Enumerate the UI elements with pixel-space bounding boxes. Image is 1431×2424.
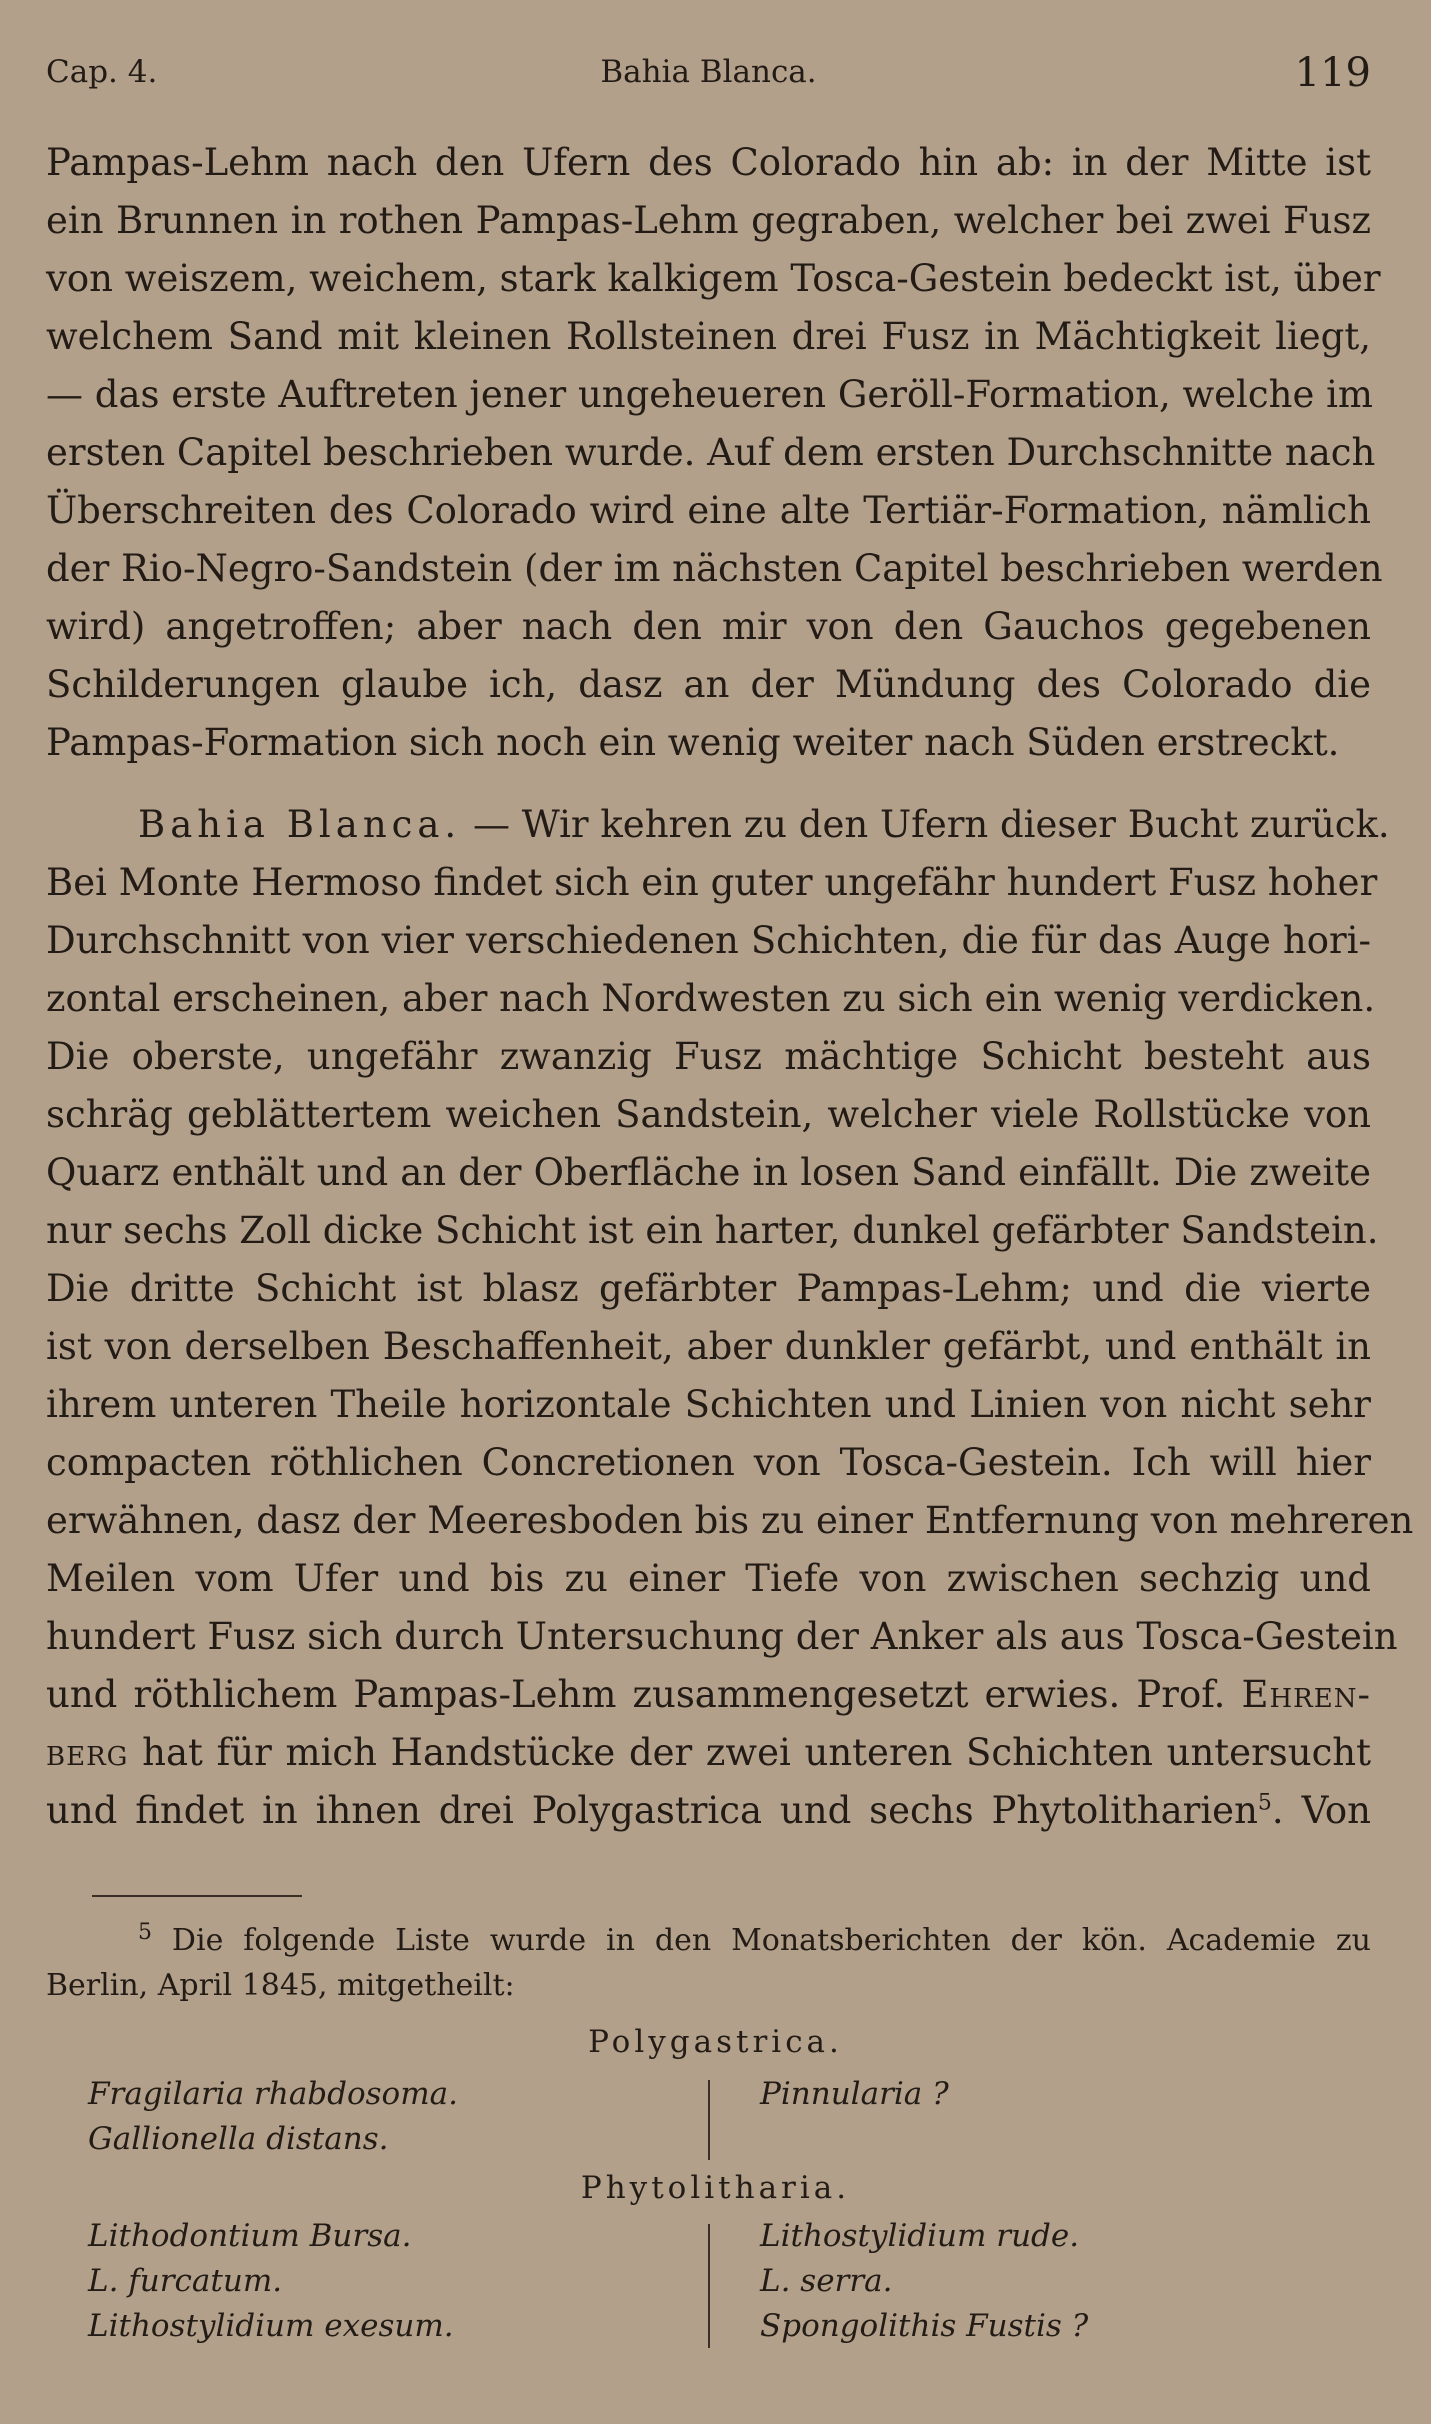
phytolitharia-heading: Phytolitharia. (580, 2170, 851, 2206)
species-name: Lithodontium Bursa. (88, 2218, 412, 2254)
text-line: Die dritte Schicht ist blasz gefärbter Pampas-Lehm; und die vierte (46, 1267, 1371, 1310)
text-line: Pampas-Lehm nach den Ufern des Colorado hin ab: in der Mitte ist (46, 141, 1371, 184)
footnote-rule (92, 1895, 302, 1897)
text-line: Überschreiten des Colorado wird eine alte Tertiär-Formation, nämlich (46, 489, 1371, 532)
polygastrica-heading: Polygastrica. (588, 2024, 843, 2060)
footnote-line: Berlin, April 1845, mitgetheilt: (46, 1968, 515, 2003)
text-line: Bahia Blanca. — Wir kehren zu den Ufern dieser Bucht zurück. (138, 803, 1390, 846)
text-line: welchem Sand mit kleinen Rollsteinen drei Fusz in Mächtigkeit liegt, (46, 315, 1371, 358)
phytolitharia-left-list (88, 2214, 454, 2349)
footnote-mark: 5 (138, 1920, 152, 1945)
paragraph-2 (46, 796, 1414, 1840)
text-line: Schilderungen glaube ich, dasz an der Mündung des Colorado die (46, 663, 1371, 706)
text-line: der Rio-Negro-Sandstein (der im nächsten Capitel beschrieben werden (46, 547, 1383, 590)
chapter-label: Cap. 4. (46, 54, 158, 90)
footnote (46, 1918, 1371, 2008)
text-line: wird) angetroffen; aber nach den mir von den Gauchos gegebenen (46, 605, 1371, 648)
species-name: Lithostylidium rude. (760, 2218, 1080, 2254)
species-name: Spongolithis Fustis ? (760, 2308, 1089, 2344)
text-line: nur sechs Zoll dicke Schicht ist ein harter, dunkel gefärbter Sandstein. (46, 1209, 1379, 1252)
main-text (46, 134, 1414, 1840)
text-line: Pampas-Formation sich noch ein wenig weiter nach Süden erstreckt. (46, 721, 1340, 764)
text-line: ihrem unteren Theile horizontale Schichten und Linien von nicht sehr (46, 1383, 1371, 1426)
footnote-line: $^5$ Die folgende Liste wurde in den Monatsberichten der kön. Academie zu (138, 1920, 1371, 1958)
species-name: Gallionella distans. (88, 2121, 389, 2157)
text-line: ist von derselben Beschaffenheit, aber dunkler gefärbt, und enthält in (46, 1325, 1371, 1368)
text-line: hundert Fusz sich durch Untersuchung der Anker als aus Tosca-Gestein (46, 1615, 1398, 1658)
text-line: Die oberste, ungefähr zwanzig Fusz mächtige Schicht besteht aus (46, 1035, 1371, 1078)
species-name: L. serra. (760, 2263, 893, 2299)
species-name: Pinnularia ? (760, 2076, 949, 2112)
text-line: erwähnen, dasz der Meeresboden bis zu einer Entfernung von mehreren (46, 1499, 1414, 1542)
page-number: 119 (1294, 50, 1371, 96)
text-line: Durchschnitt von vier verschiedenen Schichten, die für das Auge hori- (46, 919, 1371, 962)
column-divider (708, 2080, 710, 2160)
text-line: und findet in ihnen drei Polygastrica und sechs Phytolitharien$^5$. Von (46, 1789, 1372, 1832)
text-line: Bei Monte Hermoso findet sich ein guter ungefähr hundert Fusz hoher (46, 861, 1378, 904)
text-line: ersten Capitel beschrieben wurde. Auf dem ersten Durchschnitte nach (46, 431, 1376, 474)
text-line: berg hat für mich Handstücke der zwei unteren Schichten untersucht (46, 1731, 1371, 1774)
text-line: von weiszem, weichem, stark kalkigem Tosca-Gestein bedeckt ist, über (46, 257, 1381, 300)
species-name: L. furcatum. (88, 2263, 283, 2299)
footnote-reference: 5 (1257, 1790, 1272, 1816)
author-name: Ehren- (1241, 1673, 1371, 1716)
text-line: schräg geblättertem weichen Sandstein, welcher viele Rollstücke von (46, 1093, 1371, 1136)
text-line: Quarz enthält und an der Oberfläche in losen Sand einfällt. Die zweite (46, 1151, 1371, 1194)
species-name: Lithostylidium exesum. (88, 2308, 454, 2344)
paragraph-1 (46, 134, 1383, 772)
text-line: und röthlichem Pampas-Lehm zusammengesetzt erwies. Prof. Ehren- (46, 1673, 1371, 1716)
text-line: Meilen vom Ufer und bis zu einer Tiefe von zwischen sechzig und (46, 1557, 1371, 1600)
text-line: compacten röthlichen Concretionen von Tosca-Gestein. Ich will hier (46, 1441, 1371, 1484)
phytolitharia-right-list (760, 2214, 1088, 2349)
text-line: — das erste Auftreten jener ungeheueren Geröll-Formation, welche im (46, 373, 1374, 416)
species-name: Fragilaria rhabdosoma. (88, 2076, 458, 2112)
polygastrica-right-list (760, 2072, 949, 2117)
author-name: berg (46, 1731, 129, 1774)
section-lead: Bahia Blanca. (138, 803, 462, 846)
polygastrica-left-list (88, 2072, 458, 2162)
text-line: ein Brunnen in rothen Pampas-Lehm gegraben, welcher bei zwei Fusz (46, 199, 1371, 242)
running-title: Bahia Blanca. (600, 54, 817, 90)
column-divider (708, 2224, 710, 2348)
text-line: zontal erscheinen, aber nach Nordwesten zu sich ein wenig verdicken. (46, 977, 1376, 1020)
running-head (46, 50, 1371, 110)
